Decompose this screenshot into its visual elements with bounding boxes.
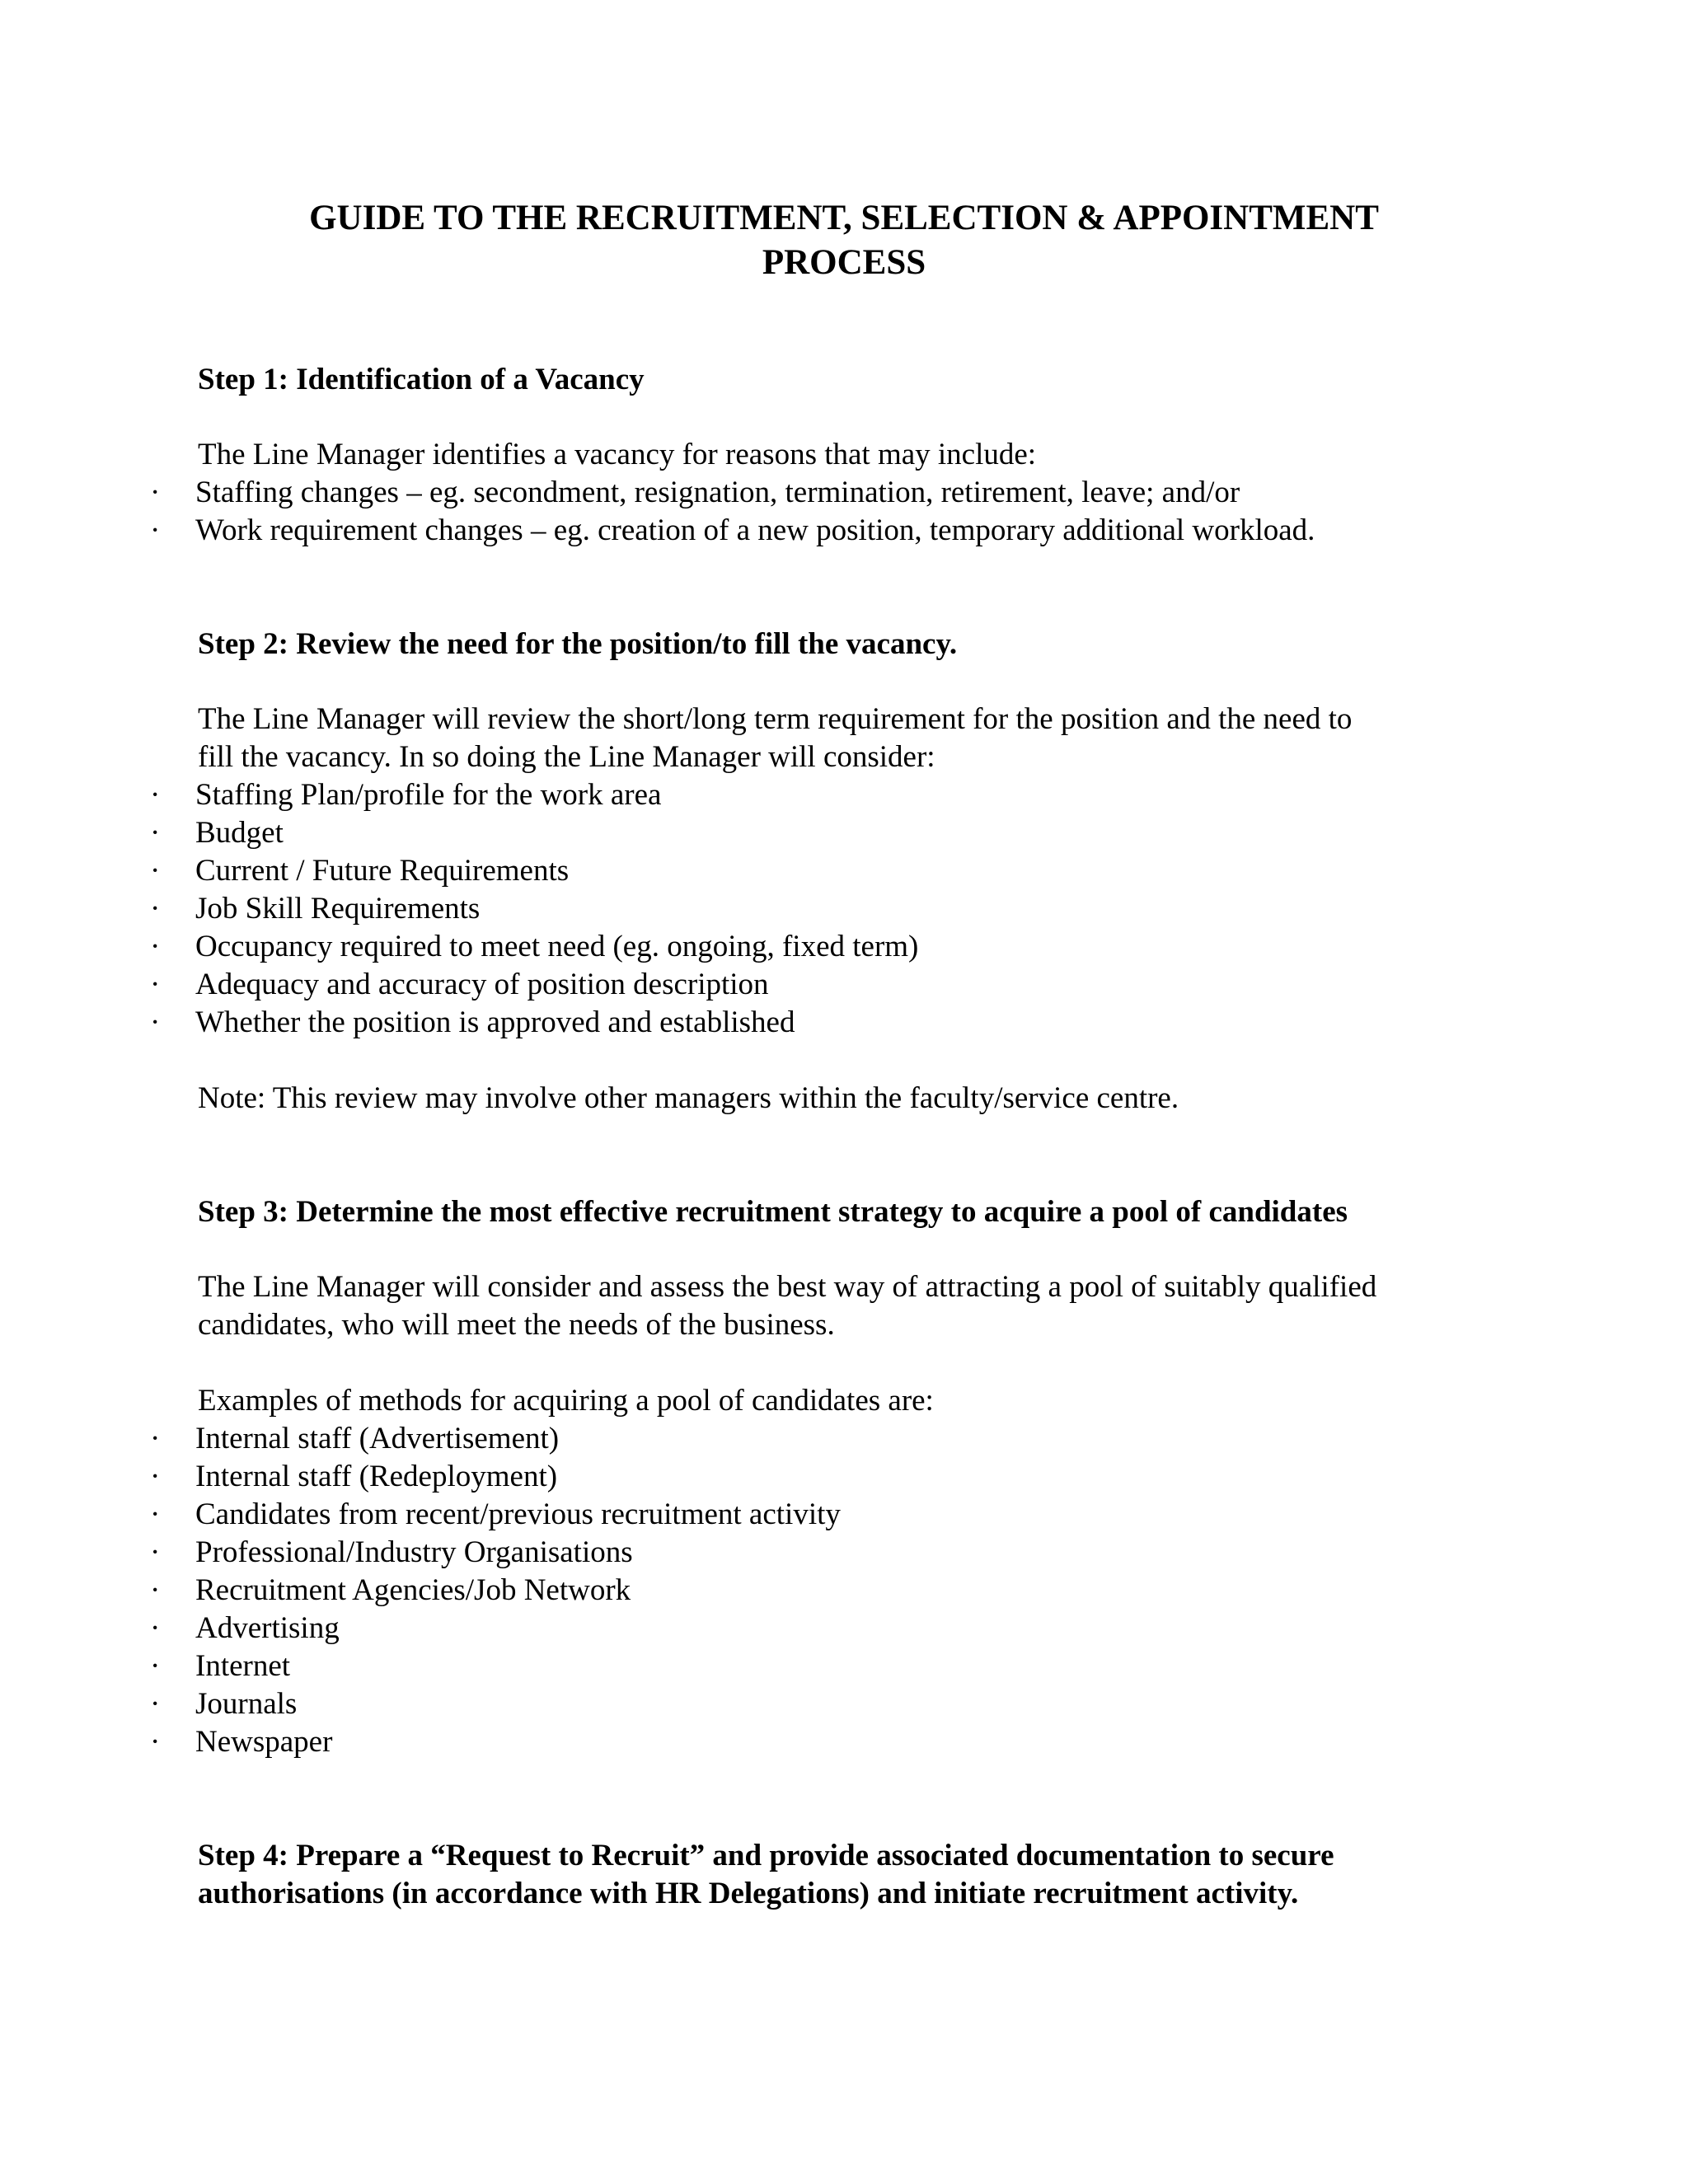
step-1-intro: The Line Manager identifies a vacancy for reasons that may include:: [198, 438, 1037, 471]
bullet-text: Current / Future Requirements: [195, 854, 570, 888]
bullet-text: Work requirement changes – eg. creation of a new position, temporary additional workload.: [195, 513, 1315, 547]
bullet-text: Internal staff (Redeployment): [195, 1460, 558, 1493]
bullet-dot: ·: [150, 930, 161, 963]
bullet-text: Candidates from recent/previous recruitment activity: [195, 1497, 841, 1531]
step-4-heading-line-1: Step 4: Prepare a “Request to Recruit” and provide associated documentation to secure: [198, 1839, 1334, 1872]
bullet-dot: ·: [150, 1005, 161, 1039]
step-2-heading: Step 2: Review the need for the position/to fill the vacancy.: [198, 627, 958, 661]
step-3-examples-intro: Examples of methods for acquiring a pool of candidates are:: [198, 1384, 934, 1418]
step-3-intro-line-1: The Line Manager will consider and assess the best way of attracting a pool of suitably qualified: [198, 1270, 1377, 1304]
bullet-dot: ·: [150, 513, 161, 547]
step-2-note: Note: This review may involve other managers within the faculty/service centre.: [198, 1081, 1179, 1115]
bullet-dot: ·: [150, 816, 161, 850]
step-2-intro-line-1: The Line Manager will review the short/long term requirement for the position and the need to: [198, 702, 1353, 736]
step-1-heading: Step 1: Identification of a Vacancy: [198, 363, 645, 396]
bullet-text: Job Skill Requirements: [195, 892, 481, 926]
bullet-dot: ·: [150, 892, 161, 926]
step-3-intro-line-2: candidates, who will meet the needs of the business.: [198, 1308, 835, 1342]
bullet-text: Newspaper: [195, 1725, 333, 1759]
bullet-dot: ·: [150, 778, 161, 812]
document-title-line-1: GUIDE TO THE RECRUITMENT, SELECTION & APPOINTMENT: [309, 199, 1379, 237]
bullet-dot: ·: [150, 1573, 161, 1607]
bullet-dot: ·: [150, 1649, 161, 1683]
bullet-dot: ·: [150, 968, 161, 1001]
bullet-text: Recruitment Agencies/Job Network: [195, 1573, 631, 1607]
document-title-line-2: PROCESS: [762, 243, 926, 282]
bullet-text: Budget: [195, 816, 284, 850]
bullet-dot: ·: [150, 1497, 161, 1531]
bullet-dot: ·: [150, 854, 161, 888]
bullet-text: Professional/Industry Organisations: [195, 1535, 633, 1569]
bullet-text: Whether the position is approved and established: [195, 1005, 795, 1039]
bullet-dot: ·: [150, 476, 161, 509]
bullet-text: Journals: [195, 1687, 298, 1721]
bullet-text: Staffing Plan/profile for the work area: [195, 778, 662, 812]
bullet-dot: ·: [150, 1422, 161, 1455]
bullet-dot: ·: [150, 1611, 161, 1645]
bullet-text: Occupancy required to meet need (eg. ongoing, fixed term): [195, 930, 919, 963]
bullet-text: Adequacy and accuracy of position description: [195, 968, 769, 1001]
bullet-dot: ·: [150, 1535, 161, 1569]
step-4-heading-line-2: authorisations (in accordance with HR Delegations) and initiate recruitment activity.: [198, 1877, 1299, 1910]
step-2-intro-line-2: fill the vacancy. In so doing the Line Manager will consider:: [198, 740, 935, 774]
bullet-text: Staffing changes – eg. secondment, resignation, termination, retirement, leave; and/or: [195, 476, 1240, 509]
bullet-text: Internal staff (Advertisement): [195, 1422, 560, 1455]
step-3-heading: Step 3: Determine the most effective recruitment strategy to acquire a pool of candidates: [198, 1195, 1348, 1229]
bullet-dot: ·: [150, 1725, 161, 1759]
bullet-dot: ·: [150, 1460, 161, 1493]
bullet-text: Advertising: [195, 1611, 340, 1645]
bullet-text: Internet: [195, 1649, 291, 1683]
bullet-dot: ·: [150, 1687, 161, 1721]
